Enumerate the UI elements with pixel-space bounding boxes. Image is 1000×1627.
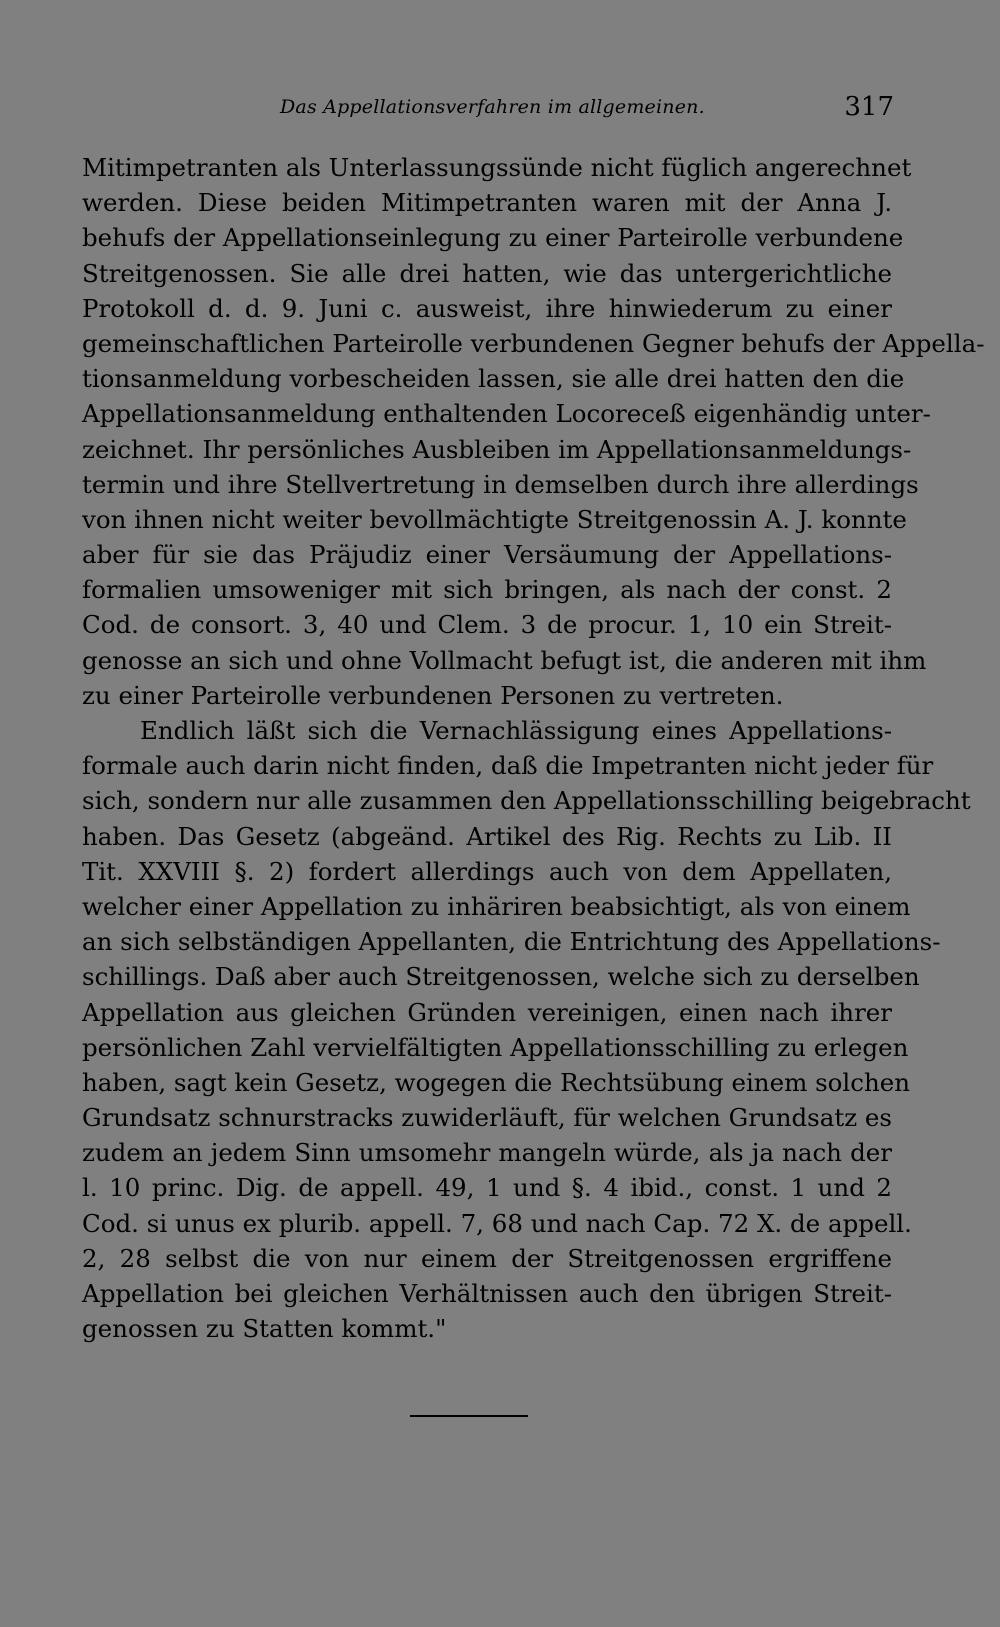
text-line: gemeinschaftlichen Parteirolle verbundenen Gegner behufs der Appella-	[82, 328, 985, 358]
text-line: behufs der Appellationseinlegung zu einer Parteirolle verbundene	[82, 223, 904, 253]
text-line: Mitimpetranten als Unterlassungssünde nicht füglich angerechnet	[82, 153, 912, 182]
text-line: 2, 28 selbst die von nur einem der Streitgenossen ergriffene	[82, 1243, 892, 1273]
paragraph-end-line: genossen zu Statten kommt."	[82, 1314, 447, 1344]
text-line: tionsanmeldung vorbescheiden lassen, sie alle drei hatten den die	[82, 364, 905, 394]
text-line: zeichnet. Ihr persönliches Ausbleiben im Appellationsanmeldungs-	[82, 434, 912, 464]
text-line: haben. Das Gesetz (abgeänd. Artikel des Rig. Rechts zu Lib. II	[82, 821, 892, 851]
running-title: Das Appellationsverfahren im allgemeinen.	[280, 96, 705, 118]
text-line: Cod. de consort. 3, 40 und Clem. 3 de procur. 1, 10 ein Streit-	[82, 610, 892, 640]
text-line: an sich selbständigen Appellanten, die Entrichtung des Appellations-	[82, 927, 941, 957]
paragraph-start-line: Endlich läßt sich die Vernachlässigung eines Appellations-	[140, 716, 892, 745]
text-line: haben, sagt kein Gesetz, wogegen die Rechtsübung einem solchen	[82, 1067, 911, 1097]
text-line: Tit. XXVIII §. 2) fordert allerdings auch von dem Appellaten,	[82, 856, 892, 886]
text-line: sich, sondern nur alle zusammen den Appellationsschilling beigebracht	[82, 786, 971, 816]
body-text	[82, 150, 985, 1346]
text-line: formalien umsoweniger mit sich bringen, als nach der const. 2	[82, 575, 892, 605]
text-line: l. 10 princ. Dig. de appell. 49, 1 und §. 4 ibid., const. 1 und 2	[82, 1173, 892, 1203]
text-line: werden. Diese beiden Mitimpetranten waren mit der Anna J.	[82, 188, 892, 218]
text-line: aber für sie das Präjudiz einer Versäumung der Appellations-	[82, 540, 892, 570]
text-line: welcher einer Appellation zu inhäriren beabsichtigt, als von einem	[82, 891, 911, 921]
text-line: Streitgenossen. Sie alle drei hatten, wie das untergerichtliche	[82, 258, 892, 288]
text-line: termin und ihre Stellvertretung in demselben durch ihre allerdings	[82, 469, 919, 499]
text-line: zudem an jedem Sinn umsomehr mangeln würde, als ja nach der	[82, 1138, 892, 1168]
text-line: Appellationsanmeldung enthaltenden Locoreceß eigenhändig unter-	[82, 399, 931, 429]
text-line: Appellation bei gleichen Verhältnissen auch den übrigen Streit-	[82, 1279, 892, 1308]
text-line: formale auch darin nicht finden, daß die Impetranten nicht jeder für	[82, 751, 934, 781]
paragraph-end-line: zu einer Parteirolle verbundenen Personen zu vertreten.	[82, 680, 784, 710]
text-line: schillings. Daß aber auch Streitgenossen, welche sich zu derselben	[82, 962, 920, 992]
text-line: genosse an sich und ohne Vollmacht befugt ist, die anderen mit ihm	[82, 645, 927, 675]
running-head	[84, 92, 894, 128]
text-line: Cod. si unus ex plurib. appell. 7, 68 und nach Cap. 72 X. de appell.	[82, 1208, 912, 1238]
page-number: 317	[844, 92, 894, 122]
text-line: Protokoll d. d. 9. Juni c. ausweist, ihre hinwiederum zu einer	[82, 293, 892, 323]
text-line: Appellation aus gleichen Gründen vereinigen, einen nach ihrer	[82, 997, 892, 1027]
text-line: von ihnen nicht weiter bevollmächtigte Streitgenossin A. J. konnte	[82, 504, 907, 534]
text-line: persönlichen Zahl vervielfältigten Appellationsschilling zu erlegen	[82, 1032, 909, 1062]
text-line: Grundsatz schnurstracks zuwiderläuft, für welchen Grundsatz es	[82, 1103, 892, 1133]
section-rule	[410, 1415, 528, 1417]
